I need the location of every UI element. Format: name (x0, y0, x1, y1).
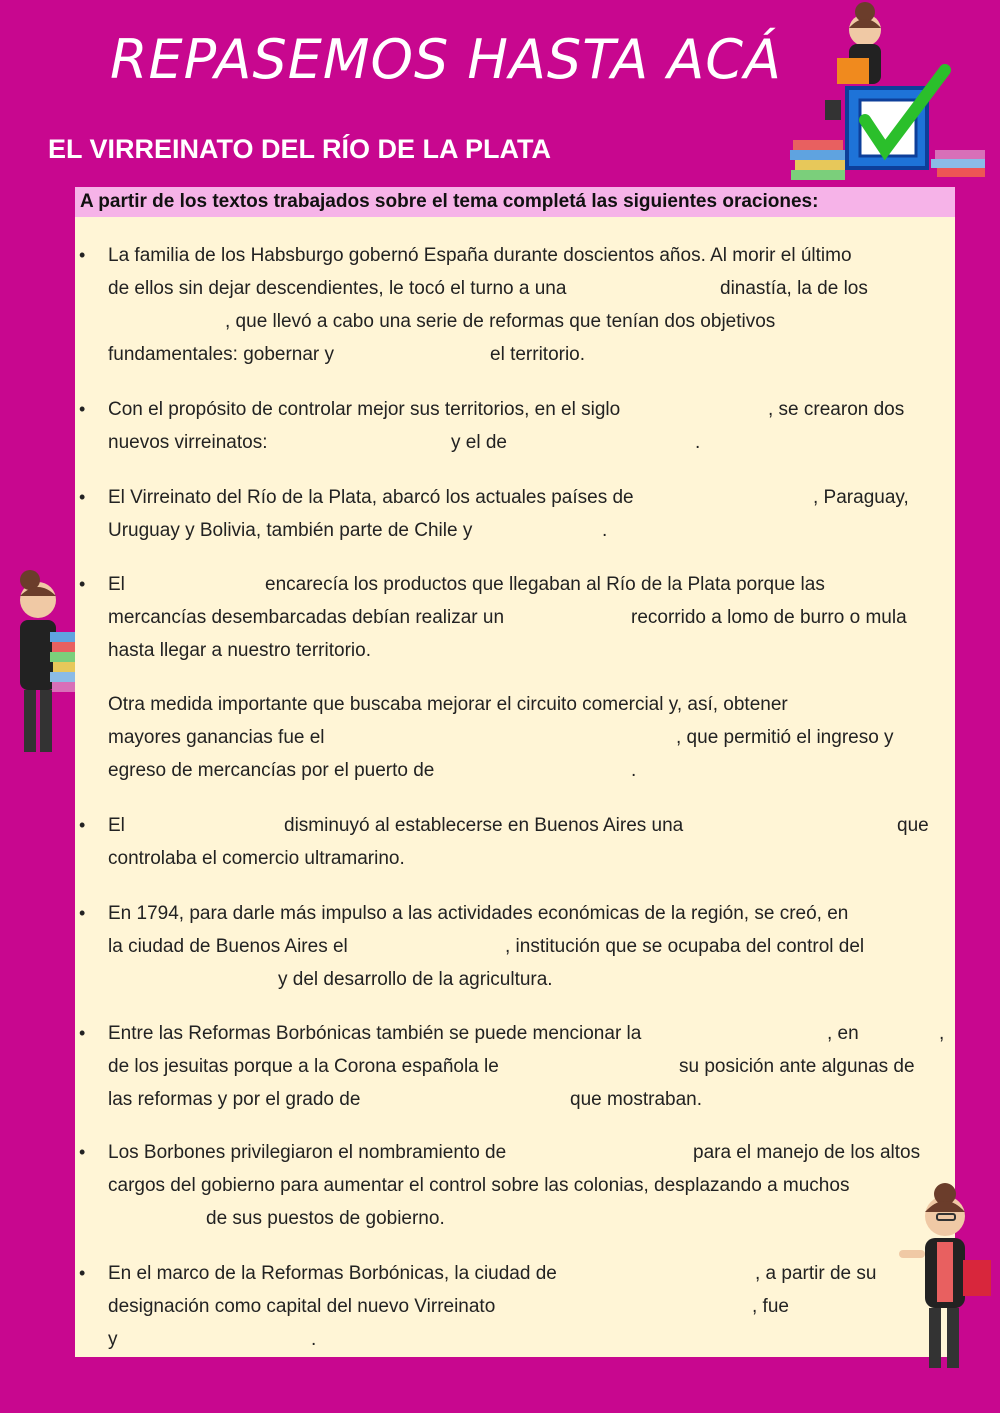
sentence-text: hasta llegar a nuestro territorio. (108, 640, 371, 661)
sentence-text: su posición ante algunas de (679, 1056, 915, 1077)
sentence-text: mercancías desembarcadas debían realizar un (108, 607, 505, 628)
sentence-text: , (939, 1023, 945, 1044)
sentence-text: La familia de los Habsburgo gobernó España durante doscientos años. Al morir el último (108, 245, 852, 266)
sentence-text: , en (827, 1023, 859, 1044)
sentence-text: En 1794, para darle más impulso a las actividades económicas de la región, se creó, en (108, 903, 849, 924)
sentence-text: de ellos sin dejar descendientes, le tocó el turno a una (108, 278, 567, 299)
page-subtitle: EL VIRREINATO DEL RÍO DE LA PLATA (48, 134, 552, 164)
bullet-icon: • (79, 1023, 86, 1043)
bullet-icon: • (79, 245, 86, 265)
sentence-text: disminuyó al establecerse en Buenos Aires una (284, 815, 684, 836)
sentence-text: la ciudad de Buenos Aires el (108, 936, 348, 957)
sentence-text: . (602, 520, 608, 541)
sentence-text: para el manejo de los altos (693, 1142, 921, 1163)
sentence-text: Con el propósito de controlar mejor sus territorios, en el siglo (108, 399, 621, 420)
sentence-text: egreso de mercancías por el puerto de (108, 760, 435, 781)
sentence-text: cargos del gobierno para aumentar el control sobre las colonias, desplazando a muchos (108, 1175, 850, 1196)
sentence-text: encarecía los productos que llegaban al Río de la Plata porque las (265, 574, 825, 595)
bullet-icon: • (79, 815, 86, 835)
sentence-text: El (108, 574, 125, 595)
sentence-text: , se crearon dos (768, 399, 905, 420)
sentence-text: mayores ganancias fue el (108, 727, 325, 748)
sentence-text: recorrido a lomo de burro o mula (631, 607, 907, 628)
bullet-icon: • (79, 1142, 86, 1162)
sentence-text: , Paraguay, (813, 487, 909, 508)
sentence-text: fundamentales: gobernar y (108, 344, 335, 365)
sentence-text: En el marco de la Reformas Borbónicas, la ciudad de (108, 1263, 557, 1284)
sentence-text: . (695, 432, 701, 453)
sentence-text: Otra medida importante que buscaba mejorar el circuito comercial y, así, obtener (108, 694, 788, 715)
page-title: REPASEMOS HASTA ACÁ (110, 28, 782, 91)
sentence-text: , a partir de su (755, 1263, 877, 1284)
reading-avatar-with-checkbox-icon (785, 0, 990, 195)
sentence-text: . (311, 1329, 317, 1350)
sentence-text: y del desarrollo de la agricultura. (278, 969, 553, 990)
bullet-icon: • (79, 487, 86, 507)
sentence-text: . (631, 760, 637, 781)
sentence-text: Uruguay y Bolivia, también parte de Chile y (108, 520, 473, 541)
sentence-text: nuevos virreinatos: (108, 432, 268, 453)
sentence-text: El Virreinato del Río de la Plata, abarcó los actuales países de (108, 487, 634, 508)
sentence-text: , institución que se ocupaba del control del (505, 936, 865, 957)
bullet-icon: • (79, 1263, 86, 1283)
sentence-text: y el de (451, 432, 507, 453)
sentence-text: , que permitió el ingreso y (676, 727, 894, 748)
sentence-text: controlaba el comercio ultramarino. (108, 848, 405, 869)
sentence-text: Entre las Reformas Borbónicas también se puede mencionar la (108, 1023, 642, 1044)
sentence-text: que mostraban. (570, 1089, 703, 1110)
sentence-text: Los Borbones privilegiaron el nombramiento de (108, 1142, 507, 1163)
sentence-text: el territorio. (490, 344, 586, 365)
sentence-text: de los jesuitas porque a la Corona española le (108, 1056, 499, 1077)
bullet-icon: • (79, 903, 86, 923)
sentence-text: , que llevó a cabo una serie de reformas que tenían dos objetivos (225, 311, 776, 332)
avatar-holding-book-icon (885, 1180, 997, 1380)
sentence-text: de sus puestos de gobierno. (206, 1208, 445, 1229)
sentence-text: designación como capital del nuevo Virreinato (108, 1296, 496, 1317)
sentence-text: dinastía, la de los (720, 278, 868, 299)
instruction-bar: A partir de los textos trabajados sobre el tema completá las siguientes oraciones: (75, 187, 955, 217)
sentence-text: El (108, 815, 125, 836)
bullet-icon: • (79, 399, 86, 419)
sentence-text: las reformas y por el grado de (108, 1089, 361, 1110)
sentence-text: , fue (752, 1296, 789, 1317)
sentence-text: y (108, 1329, 118, 1350)
worksheet-panel (75, 187, 955, 1357)
bullet-icon: • (79, 574, 86, 594)
sentence-text: que (897, 815, 929, 836)
